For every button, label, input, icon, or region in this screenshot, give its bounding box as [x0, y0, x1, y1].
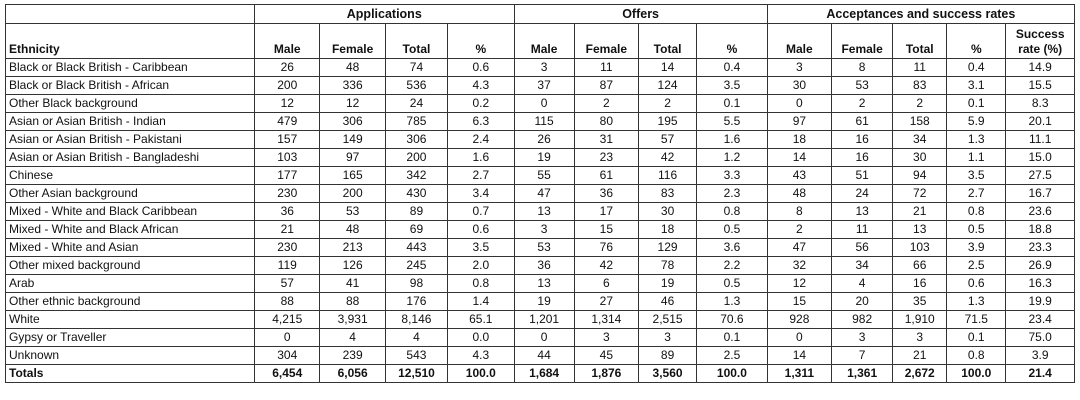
cell-app-male: 304: [255, 347, 320, 365]
cell-app-pct: 0.2: [448, 95, 514, 113]
cell-off-pct: 1.6: [697, 131, 768, 149]
cell-app-pct: 100.0: [448, 365, 514, 383]
cell-off-female: 36: [574, 185, 638, 203]
cell-acc-male: 15: [767, 293, 831, 311]
cell-acc-male: 928: [767, 311, 831, 329]
cell-app-female: 41: [320, 275, 385, 293]
cell-off-total: 14: [639, 59, 697, 77]
cell-acc-total: 2: [893, 95, 947, 113]
cell-acc-pct: 0.4: [947, 59, 1006, 77]
cell-off-total: 83: [639, 185, 697, 203]
cell-acc-female: 24: [832, 185, 893, 203]
cell-app-total: 536: [385, 77, 447, 95]
cell-off-female: 6: [574, 275, 638, 293]
cell-off-male: 13: [514, 203, 574, 221]
cell-off-total: 124: [639, 77, 697, 95]
cell-off-pct: 2.2: [697, 257, 768, 275]
header-off-total: Total: [639, 24, 697, 59]
cell-app-male: 479: [255, 113, 320, 131]
cell-acc-total: 34: [893, 131, 947, 149]
cell-app-male: 36: [255, 203, 320, 221]
table-row: [6, 329, 1075, 347]
cell-app-pct: 2.0: [448, 257, 514, 275]
cell-off-male: 47: [514, 185, 574, 203]
cell-success-rate: 27.5: [1006, 167, 1075, 185]
cell-success-rate: 18.8: [1006, 221, 1075, 239]
cell-acc-female: 56: [832, 239, 893, 257]
cell-success-rate: 16.3: [1006, 275, 1075, 293]
cell-acc-female: 2: [832, 95, 893, 113]
cell-acc-female: 11: [832, 221, 893, 239]
cell-app-male: 230: [255, 185, 320, 203]
cell-off-male: 0: [514, 329, 574, 347]
cell-off-pct: 0.1: [697, 95, 768, 113]
cell-app-total: 69: [385, 221, 447, 239]
cell-app-male: 0: [255, 329, 320, 347]
cell-app-pct: 1.6: [448, 149, 514, 167]
table-body: [6, 59, 1075, 383]
cell-off-total: 18: [639, 221, 697, 239]
cell-success-rate: 26.9: [1006, 257, 1075, 275]
cell-off-pct: 70.6: [697, 311, 768, 329]
cell-acc-pct: 3.9: [947, 239, 1006, 257]
cell-acc-female: 4: [832, 275, 893, 293]
cell-acc-pct: 1.1: [947, 149, 1006, 167]
cell-app-total: 785: [385, 113, 447, 131]
cell-acc-female: 51: [832, 167, 893, 185]
cell-app-male: 57: [255, 275, 320, 293]
cell-app-female: 97: [320, 149, 385, 167]
cell-acc-female: 34: [832, 257, 893, 275]
cell-acc-male: 14: [767, 347, 831, 365]
ethnicity-label: Mixed - White and Black African: [6, 221, 255, 239]
cell-off-total: 57: [639, 131, 697, 149]
ethnicity-label: Asian or Asian British - Pakistani: [6, 131, 255, 149]
cell-off-pct: 3.3: [697, 167, 768, 185]
cell-off-pct: 0.5: [697, 221, 768, 239]
cell-acc-female: 8: [832, 59, 893, 77]
cell-success-rate: 11.1: [1006, 131, 1075, 149]
cell-acc-total: 94: [893, 167, 947, 185]
ethnicity-label: White: [6, 311, 255, 329]
cell-app-pct: 0.8: [448, 275, 514, 293]
cell-success-rate: 23.4: [1006, 311, 1075, 329]
cell-off-male: 19: [514, 149, 574, 167]
cell-acc-pct: 1.3: [947, 131, 1006, 149]
table-row: [6, 221, 1075, 239]
cell-app-total: 89: [385, 203, 447, 221]
cell-app-total: 245: [385, 257, 447, 275]
cell-off-pct: 1.3: [697, 293, 768, 311]
cell-app-pct: 0.0: [448, 329, 514, 347]
table-row: [6, 311, 1075, 329]
cell-off-total: 89: [639, 347, 697, 365]
cell-acc-total: 30: [893, 149, 947, 167]
cell-acc-pct: 0.8: [947, 347, 1006, 365]
cell-acc-total: 72: [893, 185, 947, 203]
cell-app-male: 26: [255, 59, 320, 77]
cell-acc-male: 0: [767, 95, 831, 113]
table-row: [6, 203, 1075, 221]
header-acc-pct: %: [947, 24, 1006, 59]
cell-acc-male: 0: [767, 329, 831, 347]
cell-success-rate: 16.7: [1006, 185, 1075, 203]
cell-off-male: 55: [514, 167, 574, 185]
header-acc-male: Male: [767, 24, 831, 59]
cell-acc-female: 53: [832, 77, 893, 95]
cell-acc-pct: 0.8: [947, 203, 1006, 221]
cell-app-female: 48: [320, 221, 385, 239]
cell-off-male: 53: [514, 239, 574, 257]
cell-app-pct: 2.7: [448, 167, 514, 185]
cell-app-total: 24: [385, 95, 447, 113]
ethnicity-label: Other Asian background: [6, 185, 255, 203]
ethnicity-label: Black or Black British - African: [6, 77, 255, 95]
table-row: [6, 95, 1075, 113]
cell-app-total: 306: [385, 131, 447, 149]
cell-success-rate: 23.6: [1006, 203, 1075, 221]
cell-app-male: 177: [255, 167, 320, 185]
cell-off-male: 37: [514, 77, 574, 95]
cell-off-pct: 5.5: [697, 113, 768, 131]
cell-app-male: 230: [255, 239, 320, 257]
cell-acc-pct: 5.9: [947, 113, 1006, 131]
cell-off-pct: 1.2: [697, 149, 768, 167]
cell-off-female: 27: [574, 293, 638, 311]
cell-app-male: 157: [255, 131, 320, 149]
cell-acc-female: 20: [832, 293, 893, 311]
cell-app-female: 48: [320, 59, 385, 77]
table-row: [6, 347, 1075, 365]
cell-app-pct: 2.4: [448, 131, 514, 149]
cell-acc-total: 103: [893, 239, 947, 257]
cell-off-total: 30: [639, 203, 697, 221]
cell-off-total: 195: [639, 113, 697, 131]
cell-app-male: 12: [255, 95, 320, 113]
cell-success-rate: 21.4: [1006, 365, 1075, 383]
cell-app-female: 149: [320, 131, 385, 149]
header-app-total: Total: [385, 24, 447, 59]
cell-app-female: 6,056: [320, 365, 385, 383]
cell-app-female: 200: [320, 185, 385, 203]
cell-app-pct: 0.7: [448, 203, 514, 221]
cell-acc-total: 21: [893, 203, 947, 221]
cell-acc-total: 35: [893, 293, 947, 311]
cell-off-male: 19: [514, 293, 574, 311]
cell-app-female: 306: [320, 113, 385, 131]
cell-app-female: 126: [320, 257, 385, 275]
cell-acc-pct: 2.7: [947, 185, 1006, 203]
table-row: [6, 149, 1075, 167]
cell-off-total: 2: [639, 95, 697, 113]
cell-acc-male: 8: [767, 203, 831, 221]
cell-app-male: 21: [255, 221, 320, 239]
ethnicity-label: Arab: [6, 275, 255, 293]
header-ethnicity: Ethnicity: [6, 24, 255, 59]
cell-off-female: 1,876: [574, 365, 638, 383]
cell-acc-pct: 2.5: [947, 257, 1006, 275]
cell-app-male: 88: [255, 293, 320, 311]
totals-row: [6, 365, 1075, 383]
header-acc-total: Total: [893, 24, 947, 59]
cell-acc-male: 12: [767, 275, 831, 293]
header-app-female: Female: [320, 24, 385, 59]
ethnicity-table: [5, 4, 1075, 383]
cell-app-total: 12,510: [385, 365, 447, 383]
cell-acc-total: 1,910: [893, 311, 947, 329]
cell-acc-male: 97: [767, 113, 831, 131]
cell-off-pct: 0.8: [697, 203, 768, 221]
ethnicity-label: Other mixed background: [6, 257, 255, 275]
cell-acc-pct: 71.5: [947, 311, 1006, 329]
cell-app-pct: 65.1: [448, 311, 514, 329]
cell-acc-total: 66: [893, 257, 947, 275]
cell-success-rate: 15.5: [1006, 77, 1075, 95]
cell-acc-total: 13: [893, 221, 947, 239]
cell-acc-pct: 0.6: [947, 275, 1006, 293]
table-row: [6, 167, 1075, 185]
cell-off-male: 36: [514, 257, 574, 275]
ethnicity-label: Asian or Asian British - Indian: [6, 113, 255, 131]
cell-acc-pct: 0.1: [947, 329, 1006, 347]
cell-off-female: 61: [574, 167, 638, 185]
cell-off-pct: 0.4: [697, 59, 768, 77]
cell-acc-total: 83: [893, 77, 947, 95]
cell-off-male: 1,201: [514, 311, 574, 329]
header-off-pct: %: [697, 24, 768, 59]
ethnicity-label: Mixed - White and Black Caribbean: [6, 203, 255, 221]
cell-acc-male: 32: [767, 257, 831, 275]
cell-acc-female: 61: [832, 113, 893, 131]
header-off-male: Male: [514, 24, 574, 59]
header-app-male: Male: [255, 24, 320, 59]
cell-acc-pct: 3.5: [947, 167, 1006, 185]
cell-acc-total: 2,672: [893, 365, 947, 383]
cell-acc-male: 3: [767, 59, 831, 77]
cell-app-female: 4: [320, 329, 385, 347]
cell-app-male: 200: [255, 77, 320, 95]
cell-off-female: 3: [574, 329, 638, 347]
cell-acc-female: 982: [832, 311, 893, 329]
cell-app-female: 239: [320, 347, 385, 365]
cell-acc-female: 3: [832, 329, 893, 347]
cell-off-male: 13: [514, 275, 574, 293]
table-row: [6, 131, 1075, 149]
cell-off-female: 11: [574, 59, 638, 77]
cell-acc-male: 1,311: [767, 365, 831, 383]
cell-app-total: 430: [385, 185, 447, 203]
cell-acc-female: 16: [832, 149, 893, 167]
cell-acc-male: 18: [767, 131, 831, 149]
group-offers: Offers: [514, 5, 767, 24]
cell-app-total: 200: [385, 149, 447, 167]
cell-app-total: 98: [385, 275, 447, 293]
cell-acc-male: 47: [767, 239, 831, 257]
cell-off-female: 1,314: [574, 311, 638, 329]
cell-acc-total: 21: [893, 347, 947, 365]
cell-app-total: 342: [385, 167, 447, 185]
cell-app-pct: 3.5: [448, 239, 514, 257]
cell-app-male: 103: [255, 149, 320, 167]
cell-app-total: 8,146: [385, 311, 447, 329]
cell-app-female: 213: [320, 239, 385, 257]
cell-acc-female: 13: [832, 203, 893, 221]
cell-acc-pct: 1.3: [947, 293, 1006, 311]
table-row: [6, 185, 1075, 203]
cell-off-total: 78: [639, 257, 697, 275]
cell-acc-pct: 3.1: [947, 77, 1006, 95]
cell-acc-male: 2: [767, 221, 831, 239]
cell-off-male: 3: [514, 221, 574, 239]
cell-off-pct: 3.6: [697, 239, 768, 257]
cell-app-female: 165: [320, 167, 385, 185]
cell-app-pct: 1.4: [448, 293, 514, 311]
header-off-female: Female: [574, 24, 638, 59]
cell-acc-total: 11: [893, 59, 947, 77]
cell-off-male: 0: [514, 95, 574, 113]
cell-app-male: 119: [255, 257, 320, 275]
cell-success-rate: 19.9: [1006, 293, 1075, 311]
cell-app-female: 336: [320, 77, 385, 95]
cell-acc-total: 3: [893, 329, 947, 347]
cell-app-male: 4,215: [255, 311, 320, 329]
ethnicity-label: Gypsy or Traveller: [6, 329, 255, 347]
cell-off-male: 1,684: [514, 365, 574, 383]
ethnicity-label: Black or Black British - Caribbean: [6, 59, 255, 77]
cell-success-rate: 75.0: [1006, 329, 1075, 347]
cell-acc-pct: 100.0: [947, 365, 1006, 383]
ethnicity-label: Mixed - White and Asian: [6, 239, 255, 257]
cell-app-total: 4: [385, 329, 447, 347]
cell-off-male: 115: [514, 113, 574, 131]
cell-off-female: 15: [574, 221, 638, 239]
cell-app-total: 543: [385, 347, 447, 365]
cell-off-pct: 0.5: [697, 275, 768, 293]
cell-acc-male: 14: [767, 149, 831, 167]
cell-success-rate: 8.3: [1006, 95, 1075, 113]
table-row: [6, 257, 1075, 275]
cell-app-pct: 4.3: [448, 347, 514, 365]
table-row: [6, 293, 1075, 311]
cell-app-pct: 4.3: [448, 77, 514, 95]
cell-off-total: 46: [639, 293, 697, 311]
table-row: [6, 275, 1075, 293]
cell-app-pct: 0.6: [448, 221, 514, 239]
cell-acc-female: 7: [832, 347, 893, 365]
cell-off-total: 2,515: [639, 311, 697, 329]
cell-success-rate: 20.1: [1006, 113, 1075, 131]
header-app-pct: %: [448, 24, 514, 59]
cell-off-female: 31: [574, 131, 638, 149]
cell-off-female: 76: [574, 239, 638, 257]
cell-off-pct: 2.3: [697, 185, 768, 203]
cell-off-total: 129: [639, 239, 697, 257]
cell-acc-pct: 0.1: [947, 95, 1006, 113]
cell-acc-total: 158: [893, 113, 947, 131]
cell-off-total: 116: [639, 167, 697, 185]
cell-off-total: 3,560: [639, 365, 697, 383]
cell-off-pct: 100.0: [697, 365, 768, 383]
cell-acc-total: 16: [893, 275, 947, 293]
table-row: [6, 113, 1075, 131]
header-success-line2: rate (%): [1018, 42, 1063, 56]
cell-acc-pct: 0.5: [947, 221, 1006, 239]
cell-app-total: 176: [385, 293, 447, 311]
cell-off-female: 87: [574, 77, 638, 95]
cell-app-pct: 0.6: [448, 59, 514, 77]
header-success-rate: [1006, 24, 1075, 59]
ethnicity-group-spacer: [6, 5, 255, 24]
cell-app-male: 6,454: [255, 365, 320, 383]
ethnicity-label: Asian or Asian British - Bangladeshi: [6, 149, 255, 167]
ethnicity-label: Other ethnic background: [6, 293, 255, 311]
table-row: [6, 239, 1075, 257]
cell-app-pct: 3.4: [448, 185, 514, 203]
cell-acc-male: 48: [767, 185, 831, 203]
cell-success-rate: 3.9: [1006, 347, 1075, 365]
cell-off-pct: 0.1: [697, 329, 768, 347]
table-row: [6, 77, 1075, 95]
group-acceptances: Acceptances and success rates: [767, 5, 1074, 24]
header-success-line1: Success: [1015, 27, 1065, 41]
cell-off-pct: 2.5: [697, 347, 768, 365]
cell-off-female: 80: [574, 113, 638, 131]
cell-app-total: 74: [385, 59, 447, 77]
cell-off-total: 42: [639, 149, 697, 167]
cell-acc-female: 16: [832, 131, 893, 149]
cell-off-female: 42: [574, 257, 638, 275]
table-row: [6, 59, 1075, 77]
cell-off-male: 44: [514, 347, 574, 365]
ethnicity-label: Unknown: [6, 347, 255, 365]
cell-app-total: 443: [385, 239, 447, 257]
header-acc-female: Female: [832, 24, 893, 59]
cell-off-female: 23: [574, 149, 638, 167]
group-applications: Applications: [255, 5, 514, 24]
cell-app-female: 3,931: [320, 311, 385, 329]
cell-acc-female: 1,361: [832, 365, 893, 383]
cell-off-total: 19: [639, 275, 697, 293]
cell-off-female: 45: [574, 347, 638, 365]
cell-acc-male: 43: [767, 167, 831, 185]
cell-off-pct: 3.5: [697, 77, 768, 95]
ethnicity-label: Chinese: [6, 167, 255, 185]
ethnicity-label: Other Black background: [6, 95, 255, 113]
totals-label: Totals: [6, 365, 255, 383]
cell-off-total: 3: [639, 329, 697, 347]
cell-app-pct: 6.3: [448, 113, 514, 131]
cell-app-female: 12: [320, 95, 385, 113]
cell-success-rate: 14.9: [1006, 59, 1075, 77]
cell-off-male: 26: [514, 131, 574, 149]
cell-off-female: 17: [574, 203, 638, 221]
cell-acc-male: 30: [767, 77, 831, 95]
cell-app-female: 53: [320, 203, 385, 221]
cell-app-female: 88: [320, 293, 385, 311]
cell-off-female: 2: [574, 95, 638, 113]
cell-success-rate: 23.3: [1006, 239, 1075, 257]
cell-success-rate: 15.0: [1006, 149, 1075, 167]
cell-off-male: 3: [514, 59, 574, 77]
